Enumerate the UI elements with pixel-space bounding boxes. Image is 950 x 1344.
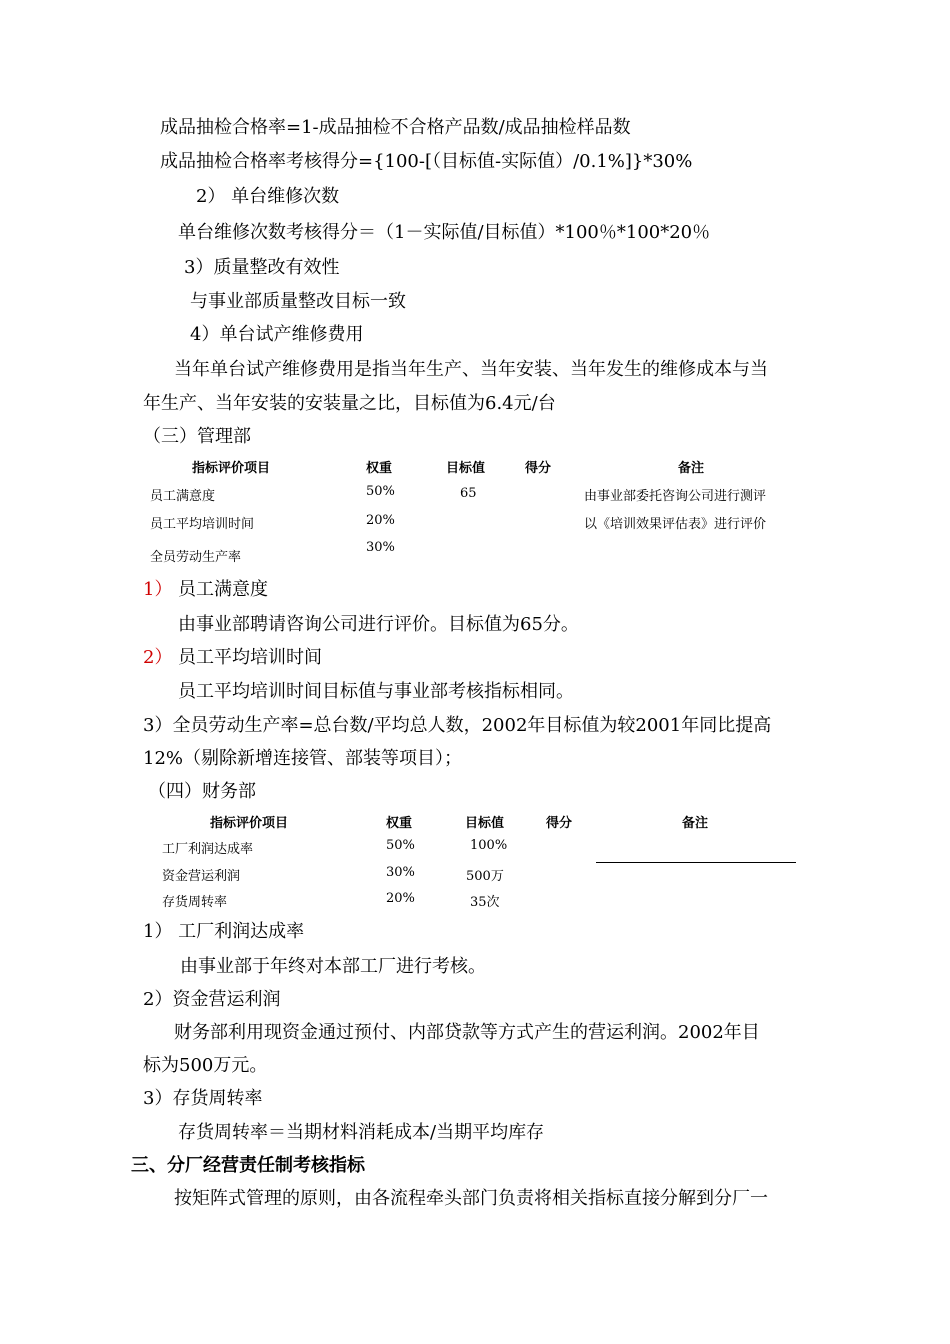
table-header: 权重 — [366, 461, 393, 476]
section-title-management: （三）管理部 — [143, 426, 251, 447]
part-title: 三、分厂经营责任制考核指标 — [131, 1155, 365, 1176]
table-cell: 资金营运利润 — [162, 869, 241, 884]
table-header: 指标评价项目 — [192, 461, 271, 476]
formula-line-1: 成品抽检合格率=1-成品抽检不合格产品数/成品抽检样品数 — [160, 117, 631, 138]
paragraph-line: 按矩阵式管理的原则，由各流程牵头部门负责将相关指标直接分解到分厂一 — [174, 1188, 768, 1209]
table-cell: 工厂利润达成率 — [162, 842, 254, 857]
item-heading-2: 2） 单台维修次数 — [196, 186, 340, 207]
table-header: 目标值 — [446, 461, 486, 476]
table-cell: 员工平均培训时间 — [150, 517, 255, 532]
list-title: 3）存货周转率 — [143, 1088, 263, 1109]
list-number: 2） — [143, 647, 173, 668]
text-line: 与事业部质量整改目标一致 — [190, 291, 406, 312]
formula-line-3: 单台维修次数考核得分＝（1－实际值/目标值）*100％*100*20％ — [178, 222, 711, 243]
table-cell: 20% — [386, 891, 415, 906]
table-cell: 20% — [366, 513, 395, 528]
item-heading-4: 4）单台试产维修费用 — [190, 324, 364, 345]
list-title: 1） 工厂利润达成率 — [143, 921, 305, 942]
table-header: 备注 — [678, 461, 705, 476]
table-cell: 30% — [386, 865, 415, 880]
table-cell: 以《培训效果评估表》进行评价 — [584, 517, 767, 532]
table-cell: 由事业部委托咨询公司进行测评 — [584, 489, 767, 504]
paragraph-line: 年生产、当年安装的安装量之比，目标值为6.4元/台 — [143, 393, 556, 414]
paragraph-line: 由事业部聘请咨询公司进行评价。目标值为65分。 — [178, 614, 579, 635]
table-cell: 35次 — [470, 895, 500, 910]
paragraph-line: 12%（剔除新增连接管、部装等项目）； — [143, 748, 463, 769]
table-cell: 50% — [366, 484, 395, 499]
list-title: 2）资金营运利润 — [143, 989, 281, 1010]
table-cell: 30% — [366, 540, 395, 555]
table-header: 得分 — [525, 461, 552, 476]
table-cell: 50% — [386, 838, 415, 853]
paragraph-line: 3）全员劳动生产率=总台数/平均总人数，2002年目标值为较2001年同比提高 — [143, 715, 772, 736]
paragraph-line: 员工平均培训时间目标值与事业部考核指标相同。 — [178, 681, 574, 702]
table-cell: 500万 — [466, 869, 504, 884]
table-header: 得分 — [546, 816, 573, 831]
table-cell: 存货周转率 — [162, 895, 228, 910]
list-title: 员工平均培训时间 — [178, 647, 322, 668]
paragraph-line: 由事业部于年终对本部工厂进行考核。 — [180, 956, 486, 977]
paragraph-line: 当年单台试产维修费用是指当年生产、当年安装、当年发生的维修成本与当 — [174, 359, 768, 380]
table-cell: 65 — [460, 486, 477, 501]
table-header: 权重 — [386, 816, 413, 831]
paragraph-line: 财务部利用现资金通过预付、内部贷款等方式产生的营运利润。2002年目 — [174, 1022, 760, 1043]
formula-line-2: 成品抽检合格率考核得分={100-[（目标值-实际值）/0.1%]}*30% — [160, 151, 693, 172]
section-title-finance: （四）财务部 — [148, 781, 256, 802]
paragraph-line: 标为500万元。 — [143, 1055, 268, 1076]
table-header: 备注 — [682, 816, 709, 831]
item-heading-3: 3）质量整改有效性 — [184, 257, 340, 278]
paragraph-line: 存货周转率＝当期材料消耗成本/当期平均库存 — [178, 1122, 545, 1143]
list-title: 员工满意度 — [178, 579, 268, 600]
table-cell: 员工满意度 — [150, 489, 216, 504]
table-cell: 全员劳动生产率 — [150, 550, 242, 565]
table-header: 目标值 — [465, 816, 505, 831]
table-cell: 100% — [470, 838, 508, 853]
table-rule — [596, 862, 796, 863]
table-header: 指标评价项目 — [210, 816, 289, 831]
list-number: 1） — [143, 579, 173, 600]
